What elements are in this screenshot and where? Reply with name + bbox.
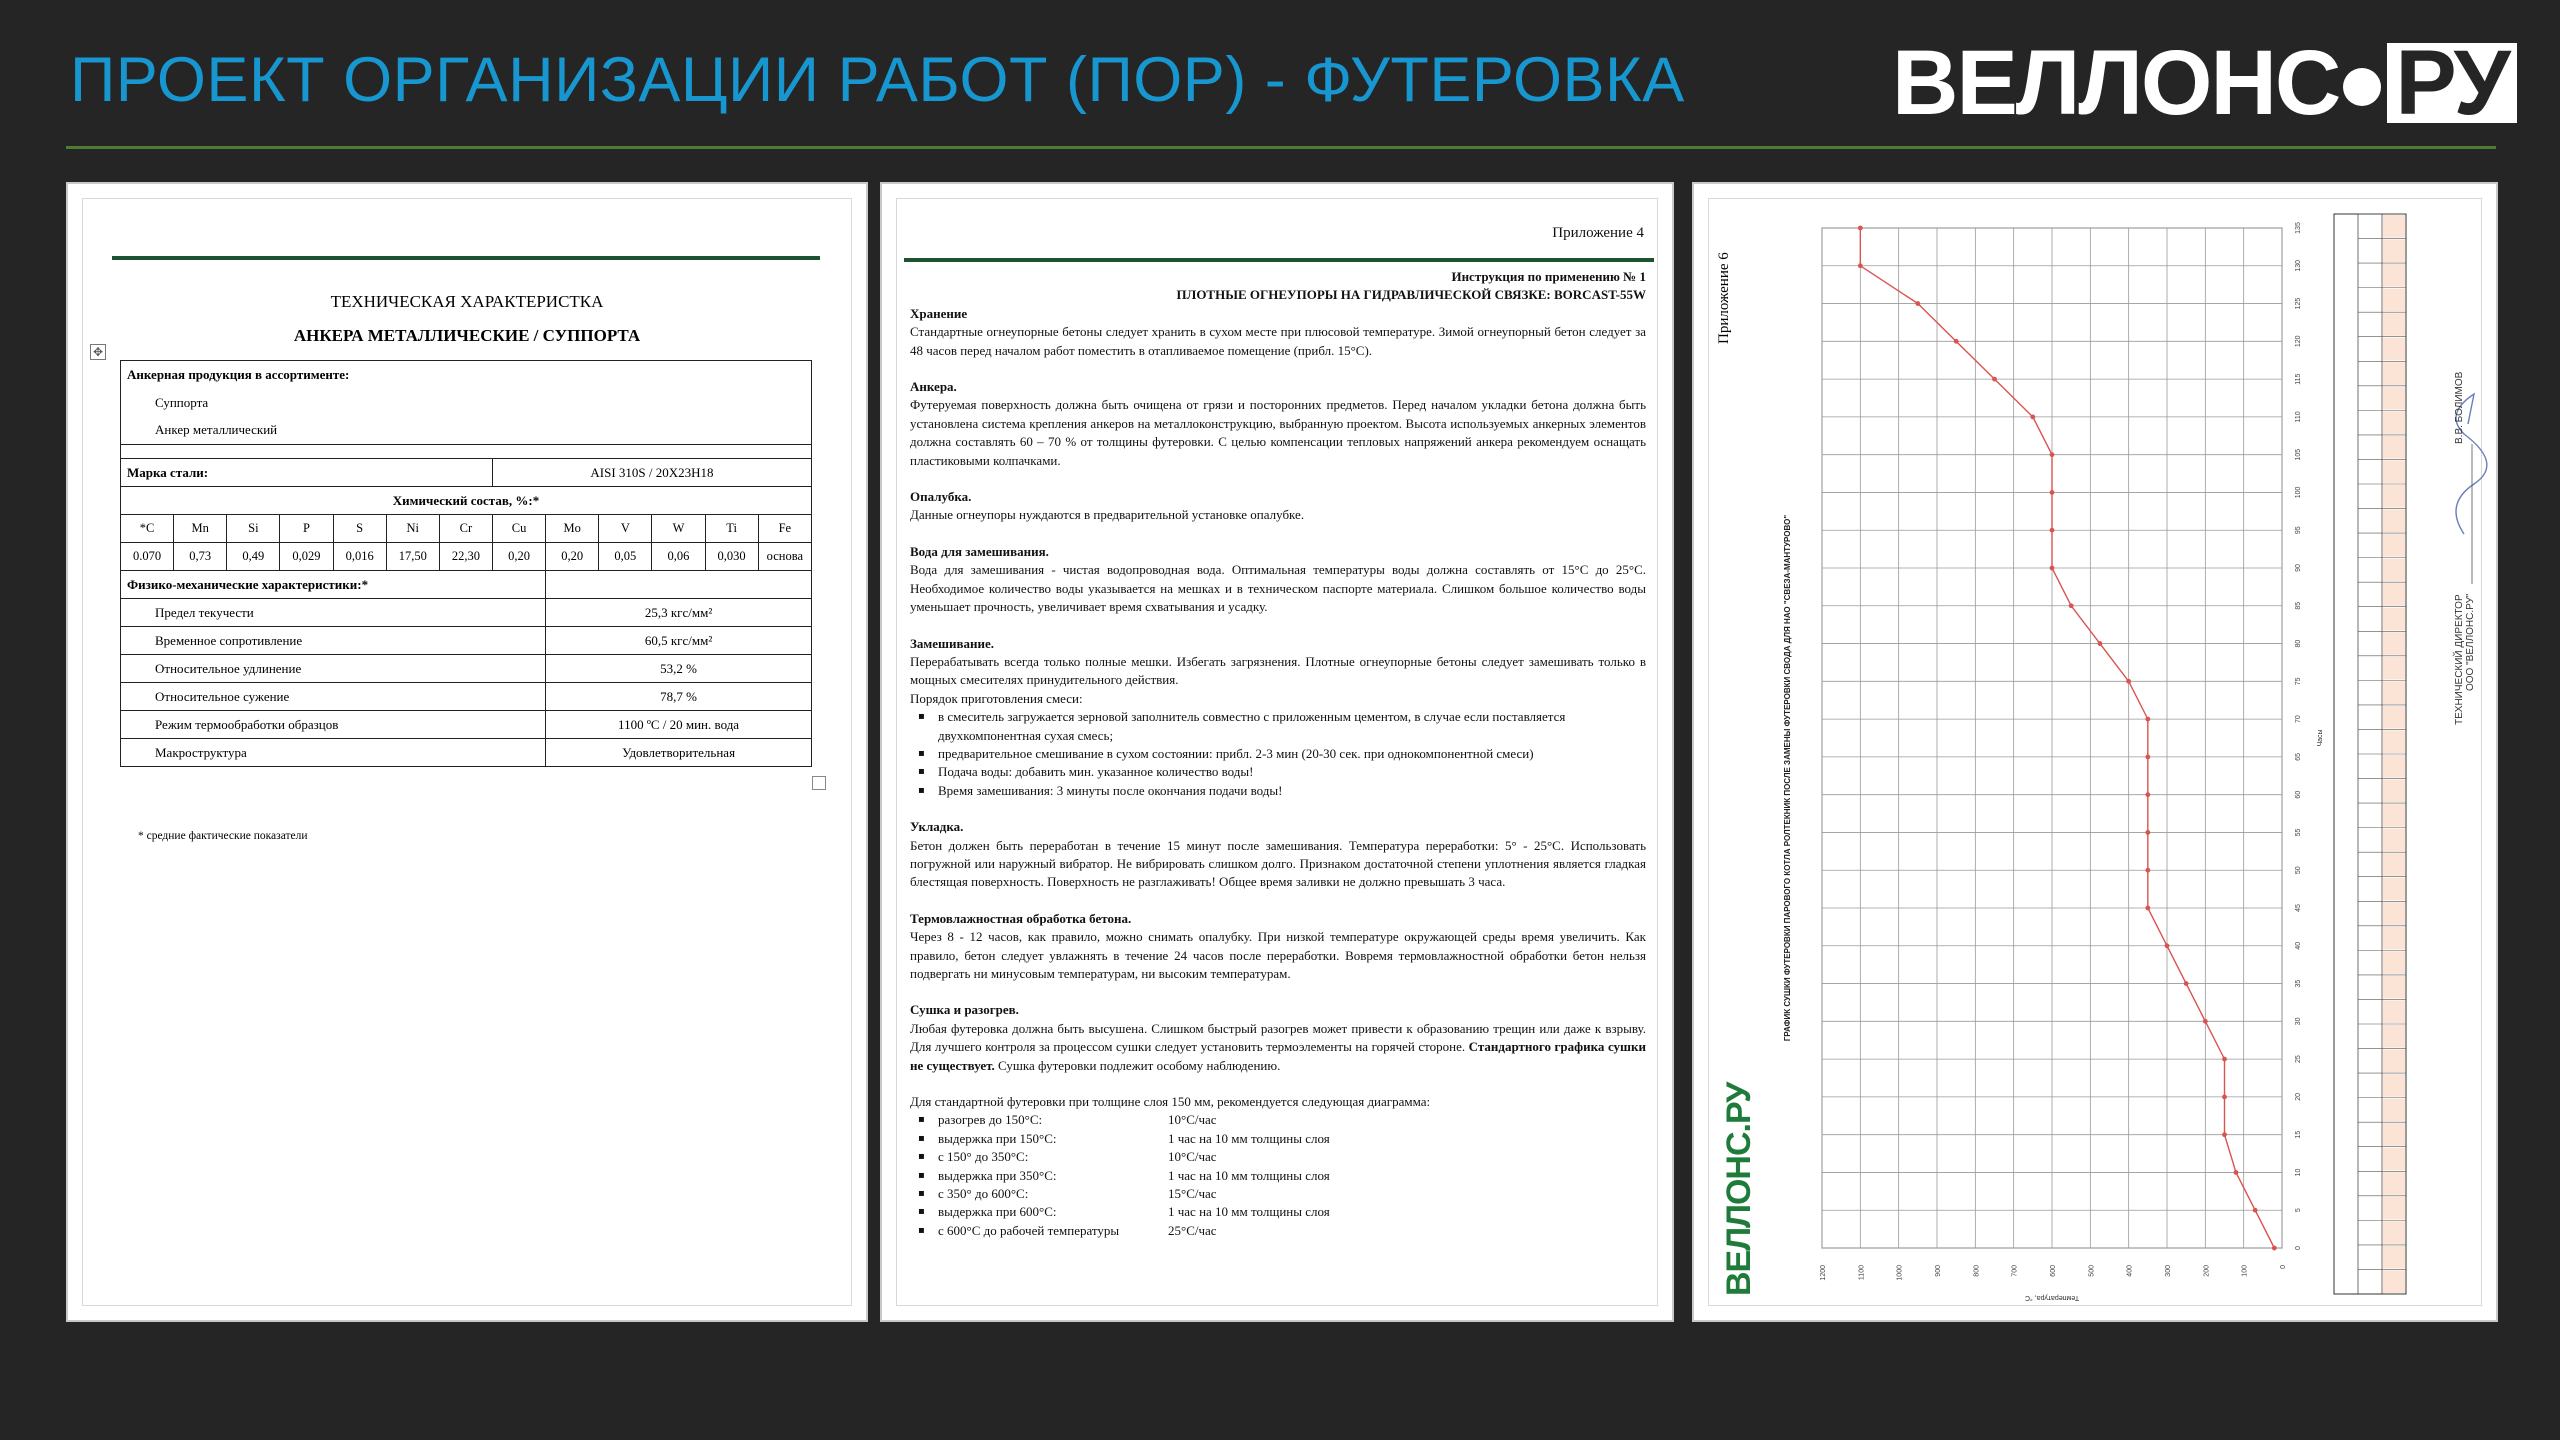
phys-prop-name: Временное сопротивление bbox=[121, 627, 546, 655]
x-tick-label: 130 bbox=[2295, 259, 2302, 272]
data-point bbox=[2050, 528, 2055, 533]
section-heading: Укладка. bbox=[910, 819, 964, 835]
schedule-table-cell bbox=[2383, 1050, 2405, 1073]
header-divider bbox=[66, 146, 2496, 149]
step-value: 10°С/час bbox=[1168, 1112, 1217, 1128]
chem-header: *C bbox=[121, 515, 174, 543]
drying-chart bbox=[1694, 184, 2500, 1324]
x-tick-label: 70 bbox=[2295, 715, 2302, 724]
section-heading: Опалубка. bbox=[910, 489, 972, 505]
phys-prop-name: Предел текучести bbox=[121, 599, 546, 627]
phys-prop-value: 78,7 % bbox=[546, 683, 812, 711]
data-point bbox=[2222, 1094, 2227, 1099]
step-value: 1 час на 10 мм толщины слоя bbox=[1168, 1130, 1330, 1146]
schedule-table-cell bbox=[2383, 534, 2405, 557]
data-point bbox=[2222, 1132, 2227, 1137]
y-axis-label: Температура, °С bbox=[2024, 1294, 2080, 1301]
y-tick-label: 1200 bbox=[1820, 1265, 1827, 1281]
chem-header: Mn bbox=[174, 515, 227, 543]
phys-prop-name: Относительное удлинение bbox=[121, 655, 546, 683]
chem-header: V bbox=[599, 515, 652, 543]
schedule-table-cell bbox=[2383, 1123, 2405, 1146]
chem-header: Ti bbox=[705, 515, 758, 543]
chem-value: 0,06 bbox=[652, 543, 705, 571]
section-heading: Сушка и разогрев. bbox=[910, 1002, 1019, 1018]
drying-diagram-list bbox=[910, 1111, 1646, 1240]
schedule-table-cell bbox=[2383, 387, 2405, 410]
x-tick-label: 110 bbox=[2295, 411, 2302, 423]
spec-subheading: АНКЕРА МЕТАЛЛИЧЕСКИЕ / СУППОРТА bbox=[293, 326, 641, 345]
section-text bbox=[910, 1020, 1646, 1075]
instruction-number: Инструкция по применению № 1 bbox=[1451, 269, 1646, 284]
phys-prop-value: 1100 ºС / 20 мин. вода bbox=[546, 711, 812, 739]
section-heading: Анкера. bbox=[910, 379, 957, 395]
schedule-table-cell bbox=[2383, 264, 2405, 287]
step-name: ▪ разогрев до 150°С: bbox=[938, 1112, 1043, 1128]
mixing-steps-list bbox=[910, 708, 1646, 800]
signer-org: ООО "ВЕЛЛОНС.РУ" bbox=[2465, 594, 2476, 692]
schedule-table-cell bbox=[2383, 485, 2405, 508]
data-point bbox=[2145, 717, 2150, 722]
data-point bbox=[2184, 981, 2189, 986]
x-tick-label: 0 bbox=[2295, 1246, 2302, 1250]
schedule-table-cell bbox=[2383, 1246, 2405, 1269]
spacer-row bbox=[121, 445, 812, 459]
section-text-part: Сушка футеровки подлежит особому наблюдению. bbox=[998, 1057, 1281, 1073]
data-point bbox=[2050, 566, 2055, 571]
y-tick-label: 800 bbox=[1973, 1265, 1981, 1277]
chem-header: W bbox=[652, 515, 705, 543]
section-text: Данные огнеупоры нуждаются в предварительной установке опалубке. bbox=[910, 507, 1305, 523]
schedule-table-cell bbox=[2383, 878, 2405, 901]
data-point bbox=[2145, 754, 2150, 759]
diagram-intro: Для стандартной футеровки при толщине слоя 150 мм, рекомендуется следующая диаграмма: bbox=[910, 1094, 1431, 1110]
assortment-item: Анкер металлический bbox=[121, 417, 812, 445]
x-tick-label: 65 bbox=[2295, 752, 2302, 761]
signer-role: ТЕХНИЧЕСКИЙ ДИРЕКТОР bbox=[2454, 594, 2465, 725]
x-tick-label: 50 bbox=[2295, 866, 2302, 875]
x-tick-label: 25 bbox=[2295, 1055, 2302, 1064]
schedule-table-cell bbox=[2383, 583, 2405, 606]
schedule-table-cell bbox=[2383, 853, 2405, 876]
x-tick-label: 120 bbox=[2295, 335, 2302, 348]
chem-value: 0,05 bbox=[599, 543, 652, 571]
schedule-table-cell bbox=[2383, 411, 2405, 434]
data-point bbox=[2050, 452, 2055, 457]
brand-logo: ВЕЛЛОНС РУ bbox=[1892, 40, 2517, 126]
list-item: ▪ предварительное смешивание в сухом состоянии: прибл. 2-3 мин (20-30 сек. при однокомпонентной смеси) bbox=[910, 745, 1646, 763]
data-point bbox=[2222, 1057, 2227, 1062]
chem-value: 0,49 bbox=[227, 543, 280, 571]
steel-grade-value: AISI 310S / 20Х23Н18 bbox=[492, 459, 811, 487]
diagram-step bbox=[910, 1185, 1646, 1203]
y-tick-label: 600 bbox=[2050, 1265, 2057, 1277]
section-text: Вода для замешивания - чистая водопроводная вода. Оптимальная температуры воды должна составлять от 15°С до 25°С. Необходимое количество воды указывается на мешках и в техническом паспорте материала. Слишком большое количество воды уменьшает прочность, увеличивает время схватывания и усадку. bbox=[910, 562, 1646, 615]
list-item: ▪ в смеситель загружается зерновой заполнитель совместно с приложенным цементом, в случае если поставляется двухкомпонентная сухая смесь; bbox=[910, 708, 1646, 745]
phys-prop-name: Относительное сужение bbox=[121, 683, 546, 711]
step-name: ▪ выдержка при 150°С: bbox=[938, 1130, 1057, 1146]
phys-prop-value: Удовлетворительная bbox=[546, 739, 812, 767]
schedule-table-cell bbox=[2383, 902, 2405, 925]
phys-prop-name: Режим термообработки образцов bbox=[121, 711, 546, 739]
chart-title: ГРАФИК СУШКИ ФУТЕРОВКИ ПАРОВОГО КОТЛА РОЛТЕКНИК ПОСЛЕ ЗАМЕНЫ ФУТЕРОВКИ СВОДА ДЛЯ НАО "СВЕЗА-МАНТУРОВО" bbox=[1783, 514, 1792, 1042]
signer-name-block bbox=[2454, 204, 2465, 444]
y-tick-label: 700 bbox=[2011, 1265, 2019, 1277]
schedule-table-cell bbox=[2383, 215, 2405, 238]
section-text: Бетон должен быть переработан в течение 15 минут после замешивания. Температура переработки: 5° - 25°С. Использовать погружной или наружный вибратор. Не вибрировать слишком долго. Признаком достаточной степени уплотнения является гладкая блестящая поверхность. Поверхность не разглаживать! Общее время заливки не должно превышать 3 часа. bbox=[910, 837, 1646, 890]
data-point bbox=[1992, 377, 1997, 382]
chem-value: 0,029 bbox=[280, 543, 333, 571]
diagram-step bbox=[910, 1222, 1646, 1240]
section-text: Стандартные огнеупорные бетоны следует хранить в сухом месте при плюсовой температуре. Зимой огнеупорный бетон следует за 48 часов перед началом работ поместить в отапливаемое помещение (прибл. 15°С). bbox=[910, 324, 1646, 358]
section-text: Футеруемая поверхность должна быть очищена от грязи и посторонних предметов. Перед началом укладки бетона должна быть установлена система крепления анкеров на металлоконструкцию, выбранную проектом. Высота используемых анкерных элементов должна составлять 60 – 70 % от толщины футеровки. С целью компенсации тепловых напряжений анкера рекомендуем оснащать пластиковыми колпачками. bbox=[910, 397, 1646, 468]
schedule-table-cell bbox=[2383, 362, 2405, 385]
step-name: ▪ выдержка при 350°С: bbox=[938, 1167, 1057, 1183]
step-value: 1 час на 10 мм толщины слоя bbox=[1168, 1204, 1330, 1220]
data-point bbox=[2272, 1246, 2277, 1251]
step-value: 10°С/час bbox=[1168, 1149, 1217, 1165]
schedule-table-cell bbox=[2383, 1148, 2405, 1171]
schedule-table-cell bbox=[2383, 730, 2405, 753]
appendix-label: Приложение 6 bbox=[1716, 252, 1732, 344]
x-tick-label: 60 bbox=[2295, 790, 2302, 799]
phys-prop-value: 53,2 % bbox=[546, 655, 812, 683]
appendix-label: Приложение 4 bbox=[1552, 225, 1644, 241]
schedule-table-cell bbox=[2383, 1074, 2405, 1097]
x-tick-label: 80 bbox=[2295, 639, 2302, 648]
document-page-instructions bbox=[880, 182, 1674, 1322]
y-tick-label: 1100 bbox=[1858, 1265, 1866, 1281]
step-value: 25°С/час bbox=[1168, 1222, 1217, 1238]
step-name: ▪ с 350° до 600°С: bbox=[938, 1186, 1029, 1202]
schedule-table-cell bbox=[2383, 951, 2405, 974]
phys-prop-name: Макроструктура bbox=[121, 739, 546, 767]
chem-value: 0.070 bbox=[121, 543, 174, 571]
schedule-table-cell bbox=[2383, 1000, 2405, 1023]
data-point bbox=[2069, 603, 2074, 608]
y-tick-label: 900 bbox=[1935, 1265, 1942, 1277]
step-name: ▪ с 150° до 350°С: bbox=[938, 1149, 1029, 1165]
table-cell bbox=[546, 571, 812, 599]
phys-props-label: Физико-механические характеристики:* bbox=[121, 571, 546, 599]
data-point bbox=[2030, 414, 2035, 419]
data-point bbox=[2203, 1019, 2208, 1024]
data-point bbox=[2234, 1170, 2239, 1175]
schedule-table-cell bbox=[2383, 1197, 2405, 1220]
schedule-table-cell bbox=[2383, 681, 2405, 704]
y-tick-label: 300 bbox=[2165, 1265, 2172, 1277]
chem-value: 0,20 bbox=[492, 543, 545, 571]
schedule-table-cell bbox=[2383, 240, 2405, 263]
instruction-title: ПЛОТНЫЕ ОГНЕУПОРЫ НА ГИДРАВЛИЧЕСКОЙ СВЯЗКЕ: BORCAST-55W bbox=[1176, 287, 1646, 303]
schedule-table-cell bbox=[2383, 804, 2405, 827]
chem-value: 0,20 bbox=[546, 543, 599, 571]
schedule-table-cell bbox=[2383, 780, 2405, 803]
schedule-table-cell bbox=[2383, 289, 2405, 312]
x-tick-label: 135 bbox=[2295, 222, 2302, 234]
schedule-table-cell bbox=[2383, 829, 2405, 852]
signature-block bbox=[2454, 594, 2476, 1194]
schedule-table-cell bbox=[2383, 976, 2405, 999]
schedule-table-cell bbox=[2383, 510, 2405, 533]
schedule-table-cell bbox=[2383, 338, 2405, 361]
chem-header: Mo bbox=[546, 515, 599, 543]
x-tick-label: 35 bbox=[2295, 979, 2302, 988]
table-resize-handle[interactable] bbox=[812, 776, 826, 790]
schedule-table-cell bbox=[2383, 436, 2405, 459]
y-tick-label: 400 bbox=[2126, 1265, 2134, 1277]
data-point bbox=[2165, 943, 2170, 948]
x-tick-label: 105 bbox=[2295, 448, 2302, 461]
section-text: Через 8 - 12 часов, как правило, можно снимать опалубку. При низкой температуре окружающей среды время увеличить. Как правило, бетон следует увлажнять в течение 24 часов после переработки. Вовремя термовлажностной обработки бетон нельзя подвергать ни минусовым температурам, ни высоким температурам. bbox=[910, 929, 1646, 981]
diagram-step bbox=[910, 1148, 1646, 1166]
spec-heading: ТЕХНИЧЕСКАЯ ХАРАКТЕРИСТКА bbox=[330, 292, 604, 311]
y-tick-label: 100 bbox=[2241, 1265, 2249, 1277]
x-tick-label: 45 bbox=[2295, 904, 2302, 912]
y-tick-label: 500 bbox=[2088, 1265, 2096, 1277]
chem-value: 0,016 bbox=[333, 543, 386, 571]
schedule-table-cell bbox=[2383, 460, 2405, 483]
data-point bbox=[2145, 906, 2150, 911]
chem-value: основа bbox=[758, 543, 811, 571]
document-page-drying-chart bbox=[1692, 182, 2498, 1322]
step-value: 1 час на 10 мм толщины слоя bbox=[1168, 1167, 1330, 1183]
step-name: ▪ с 600°С до рабочей температуры bbox=[938, 1222, 1120, 1238]
data-point bbox=[2098, 641, 2103, 646]
y-tick-label: 200 bbox=[2203, 1265, 2211, 1277]
page-top-rule bbox=[112, 256, 820, 260]
schedule-table-cell bbox=[2383, 1270, 2405, 1293]
section-text-part: Любая футеровка должна быть высушена. Слишком быстрый разогрев может привести к образованию трещин или даже к взрыву. Для лучшего контроля за процессом сушки следует установить термоэлементы на горячей стороне. bbox=[910, 1020, 1646, 1055]
chem-header: Ni bbox=[386, 515, 439, 543]
schedule-table-cell bbox=[2383, 559, 2405, 582]
section-subheading: Порядок приготовления смеси: bbox=[910, 690, 1083, 706]
section-heading: Замешивание. bbox=[910, 635, 994, 651]
list-item: ▪ Время замешивания: 3 минуты после окончания подачи воды! bbox=[910, 782, 1646, 800]
chem-header: Cu bbox=[492, 515, 545, 543]
schedule-table-cell bbox=[2383, 706, 2405, 729]
chem-value: 17,50 bbox=[386, 543, 439, 571]
x-tick-label: 5 bbox=[2295, 1208, 2302, 1213]
footnote: * средние фактические показатели bbox=[138, 830, 308, 842]
x-tick-label: 55 bbox=[2295, 828, 2302, 837]
data-point bbox=[2126, 679, 2131, 684]
data-point bbox=[1915, 301, 1920, 306]
section-heading: Хранение bbox=[910, 305, 968, 321]
data-point bbox=[2145, 868, 2150, 873]
diagram-step bbox=[910, 1111, 1646, 1129]
slide-title: ПРОЕКТ ОРГАНИЗАЦИИ РАБОТ (ПОР) - ФУТЕРОВКА bbox=[70, 45, 1685, 115]
schedule-table-cell bbox=[2383, 1099, 2405, 1122]
schedule-table-cell bbox=[2383, 755, 2405, 778]
section-heading: Вода для замешивания. bbox=[910, 543, 1049, 559]
x-axis-label: Часы bbox=[2317, 729, 2324, 747]
y-tick-label: 0 bbox=[2280, 1265, 2287, 1269]
signer-name: В.В. БОЛИМОВ bbox=[2454, 371, 2465, 444]
x-tick-label: 90 bbox=[2295, 564, 2302, 572]
x-tick-label: 10 bbox=[2295, 1168, 2302, 1177]
assortment-item: Суппорта bbox=[121, 389, 812, 417]
phys-prop-value: 60,5 кгс/мм² bbox=[546, 627, 812, 655]
x-tick-label: 40 bbox=[2295, 941, 2302, 950]
y-tick-label: 1000 bbox=[1896, 1265, 1904, 1281]
section-text: Перерабатывать всегда только полные мешки. Избегать загрязнения. Плотные огнеупорные бетоны следует замешивать только в мощных смесителях принудительного действия. bbox=[910, 653, 1646, 688]
data-point bbox=[2145, 792, 2150, 797]
chem-header: P bbox=[280, 515, 333, 543]
list-item: ▪ Подача воды: добавить мин. указанное количество воды! bbox=[910, 763, 1646, 781]
schedule-table-cell bbox=[2383, 313, 2405, 336]
chem-header: S bbox=[333, 515, 386, 543]
instruction-body bbox=[910, 268, 1646, 1240]
diagram-step bbox=[910, 1167, 1646, 1185]
schedule-table-cell bbox=[2383, 927, 2405, 950]
assortment-label: Анкерная продукция в ассортименте: bbox=[121, 361, 812, 389]
data-point bbox=[2145, 830, 2150, 835]
step-value: 15°С/час bbox=[1168, 1186, 1217, 1202]
x-tick-label: 95 bbox=[2295, 526, 2302, 535]
x-tick-label: 75 bbox=[2295, 677, 2302, 686]
data-point bbox=[2253, 1208, 2258, 1213]
x-tick-label: 100 bbox=[2295, 486, 2302, 499]
chem-header: Si bbox=[227, 515, 280, 543]
chem-composition-label: Химический состав, %:* bbox=[121, 487, 812, 515]
chem-value: 0,73 bbox=[174, 543, 227, 571]
schedule-table-cell bbox=[2383, 1025, 2405, 1048]
schedule-table-cell bbox=[2383, 632, 2405, 655]
data-point bbox=[2050, 490, 2055, 495]
diagram-step bbox=[910, 1203, 1646, 1221]
logo-text: ВЕЛЛОНС.РУ bbox=[1720, 1082, 1758, 1296]
schedule-table-cell bbox=[2383, 657, 2405, 680]
chem-header: Cr bbox=[439, 515, 492, 543]
data-point bbox=[1954, 339, 1959, 344]
schedule-table-cell bbox=[2383, 608, 2405, 631]
x-tick-label: 85 bbox=[2295, 601, 2302, 610]
x-tick-label: 15 bbox=[2295, 1130, 2302, 1139]
diagram-step bbox=[910, 1130, 1646, 1148]
chem-header: Fe bbox=[758, 515, 811, 543]
page-top-rule bbox=[904, 258, 1654, 262]
steel-grade-label: Марка стали: bbox=[121, 459, 493, 487]
section-text-bold: Стандартного графика сушки не существует. bbox=[910, 1039, 1646, 1073]
schedule-table-cell bbox=[2383, 1172, 2405, 1195]
chem-value: 22,30 bbox=[439, 543, 492, 571]
x-tick-label: 125 bbox=[2295, 297, 2302, 310]
chem-value: 0,030 bbox=[705, 543, 758, 571]
spec-table bbox=[120, 360, 812, 767]
schedule-table-cell bbox=[2383, 1221, 2405, 1244]
phys-prop-value: 25,3 кгс/мм² bbox=[546, 599, 812, 627]
data-point bbox=[1858, 263, 1863, 268]
x-tick-label: 115 bbox=[2295, 373, 2302, 385]
document-page-tech-spec bbox=[66, 182, 868, 1322]
step-name: ▪ выдержка при 600°С: bbox=[938, 1204, 1057, 1220]
x-tick-label: 30 bbox=[2295, 1017, 2302, 1026]
data-point bbox=[1858, 226, 1863, 231]
section-heading: Термовлажностная обработка бетона. bbox=[910, 910, 1132, 926]
x-tick-label: 20 bbox=[2295, 1092, 2302, 1101]
table-move-handle-icon[interactable]: ✥ bbox=[90, 344, 106, 360]
